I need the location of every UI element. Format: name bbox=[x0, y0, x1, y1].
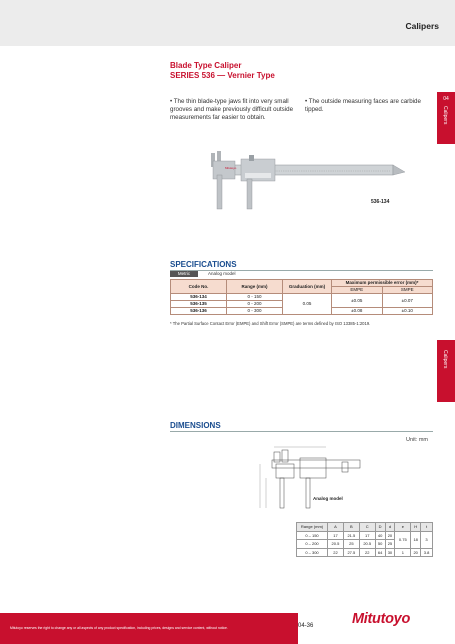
table-cell: 21.5 bbox=[343, 531, 359, 540]
side-tab-number: 04 bbox=[443, 96, 449, 102]
metric-badge: Metric bbox=[170, 271, 198, 277]
col-header-range: Range (mm) bbox=[297, 523, 328, 532]
table-cell: 30 bbox=[385, 548, 395, 557]
side-tab-label: Calipers bbox=[442, 350, 448, 369]
range-cell: 0 - 200 bbox=[227, 301, 283, 308]
table-row bbox=[297, 531, 433, 540]
table-cell: 17 bbox=[359, 531, 375, 540]
smpe-cell: ±0.10 bbox=[382, 308, 433, 315]
table-cell: 25 bbox=[343, 540, 359, 549]
col-header-b: B bbox=[343, 523, 359, 532]
page-number: 04-36 bbox=[298, 623, 314, 629]
col-header-d-lower: d bbox=[385, 523, 395, 532]
feature-bullet: • The outside measuring faces are carbide tipped. bbox=[305, 98, 421, 113]
table-cell: 0.75 bbox=[395, 531, 411, 548]
footer-disclaimer: Mitutoyo reserves the right to change any or all aspects of any product specification, including prices, designs and service content, without notice. bbox=[10, 626, 228, 630]
table-cell: 50 bbox=[375, 540, 385, 549]
range-cell: 0 - 150 bbox=[227, 294, 283, 301]
table-cell: 17 bbox=[328, 531, 344, 540]
table-cell: 22 bbox=[359, 548, 375, 557]
mitutoyo-logo: Mitutoyo bbox=[352, 611, 411, 627]
col-header-smpe: SMPE bbox=[382, 287, 433, 294]
col-header-range: Range (mm) bbox=[227, 280, 283, 294]
smpe-cell: ±0.07 bbox=[382, 294, 433, 308]
table-cell: 20 bbox=[385, 531, 395, 540]
caliper-product-image bbox=[205, 145, 410, 217]
code-cell: 536-134 bbox=[171, 294, 227, 301]
product-title: Blade Type Caliper bbox=[170, 61, 242, 70]
table-row bbox=[171, 294, 433, 301]
table-cell: 0 – 300 bbox=[297, 548, 328, 557]
dimension-drawing bbox=[252, 444, 362, 512]
col-header-graduation: Graduation (mm) bbox=[283, 280, 332, 294]
product-series: SERIES 536 — Vernier Type bbox=[170, 71, 275, 80]
table-cell: 20.5 bbox=[328, 540, 344, 549]
col-header-empe: EMPE bbox=[332, 287, 383, 294]
table-cell: 64 bbox=[375, 548, 385, 557]
table-cell: 3 bbox=[421, 531, 433, 548]
product-model-label: 536-134 bbox=[371, 199, 390, 205]
dimensions-heading: DIMENSIONS bbox=[170, 421, 221, 430]
table-row bbox=[297, 548, 433, 557]
specifications-footnote: * The Partial Surface Contact Error (EMPE) and Shift Error (SMPE) are terms defined by ISO 13385-1:2019. bbox=[170, 321, 371, 326]
table-cell: 22 bbox=[328, 548, 344, 557]
col-header-mpe: Maximum permissible error (mm)* bbox=[332, 280, 433, 287]
table-cell: 0 – 150 bbox=[297, 531, 328, 540]
range-cell: 0 - 300 bbox=[227, 308, 283, 315]
heading-divider bbox=[170, 431, 433, 432]
drawing-model-label: Analog model bbox=[313, 496, 343, 501]
feature-bullet: • The thin blade-type jaws fit into very small grooves and make previously difficult outside measurements far easier to obtain. bbox=[170, 98, 294, 121]
table-cell: 3.8 bbox=[421, 548, 433, 557]
graduation-cell: 0.05 bbox=[283, 294, 332, 315]
analog-model-label: Analog model bbox=[208, 271, 236, 276]
empe-cell: ±0.08 bbox=[332, 308, 383, 315]
table-cell: 40 bbox=[375, 531, 385, 540]
col-header-t: t bbox=[421, 523, 433, 532]
specifications-table bbox=[170, 279, 433, 315]
svg-text:Mitutoyo: Mitutoyo bbox=[225, 166, 237, 170]
specifications-heading: SPECIFICATIONS bbox=[170, 260, 237, 269]
col-header-c: C bbox=[359, 523, 375, 532]
side-tab-label: Calipers bbox=[442, 106, 448, 125]
side-tab-calipers-lower[interactable] bbox=[437, 340, 455, 402]
table-cell: 1 bbox=[395, 548, 411, 557]
col-header-d-upper: D bbox=[375, 523, 385, 532]
col-header-a: A bbox=[328, 523, 344, 532]
dimensions-table bbox=[296, 522, 433, 557]
col-header-code: Code No. bbox=[171, 280, 227, 294]
side-tab-calipers[interactable] bbox=[437, 92, 455, 144]
code-cell: 536-135 bbox=[171, 301, 227, 308]
table-header-row bbox=[297, 523, 433, 532]
table-cell: 27.5 bbox=[343, 548, 359, 557]
table-cell: 20.5 bbox=[359, 540, 375, 549]
table-cell: 0 – 200 bbox=[297, 540, 328, 549]
table-header-row bbox=[171, 280, 433, 287]
header-bar bbox=[0, 0, 455, 46]
empe-cell: ±0.05 bbox=[332, 294, 383, 308]
code-cell: 536-136 bbox=[171, 308, 227, 315]
table-cell: 25 bbox=[385, 540, 395, 549]
section-title: Calipers bbox=[405, 21, 439, 31]
col-header-h: H bbox=[411, 523, 421, 532]
table-cell: 20 bbox=[411, 548, 421, 557]
table-cell: 18 bbox=[411, 531, 421, 548]
col-header-e: e bbox=[395, 523, 411, 532]
unit-label: Unit: mm bbox=[406, 437, 428, 443]
